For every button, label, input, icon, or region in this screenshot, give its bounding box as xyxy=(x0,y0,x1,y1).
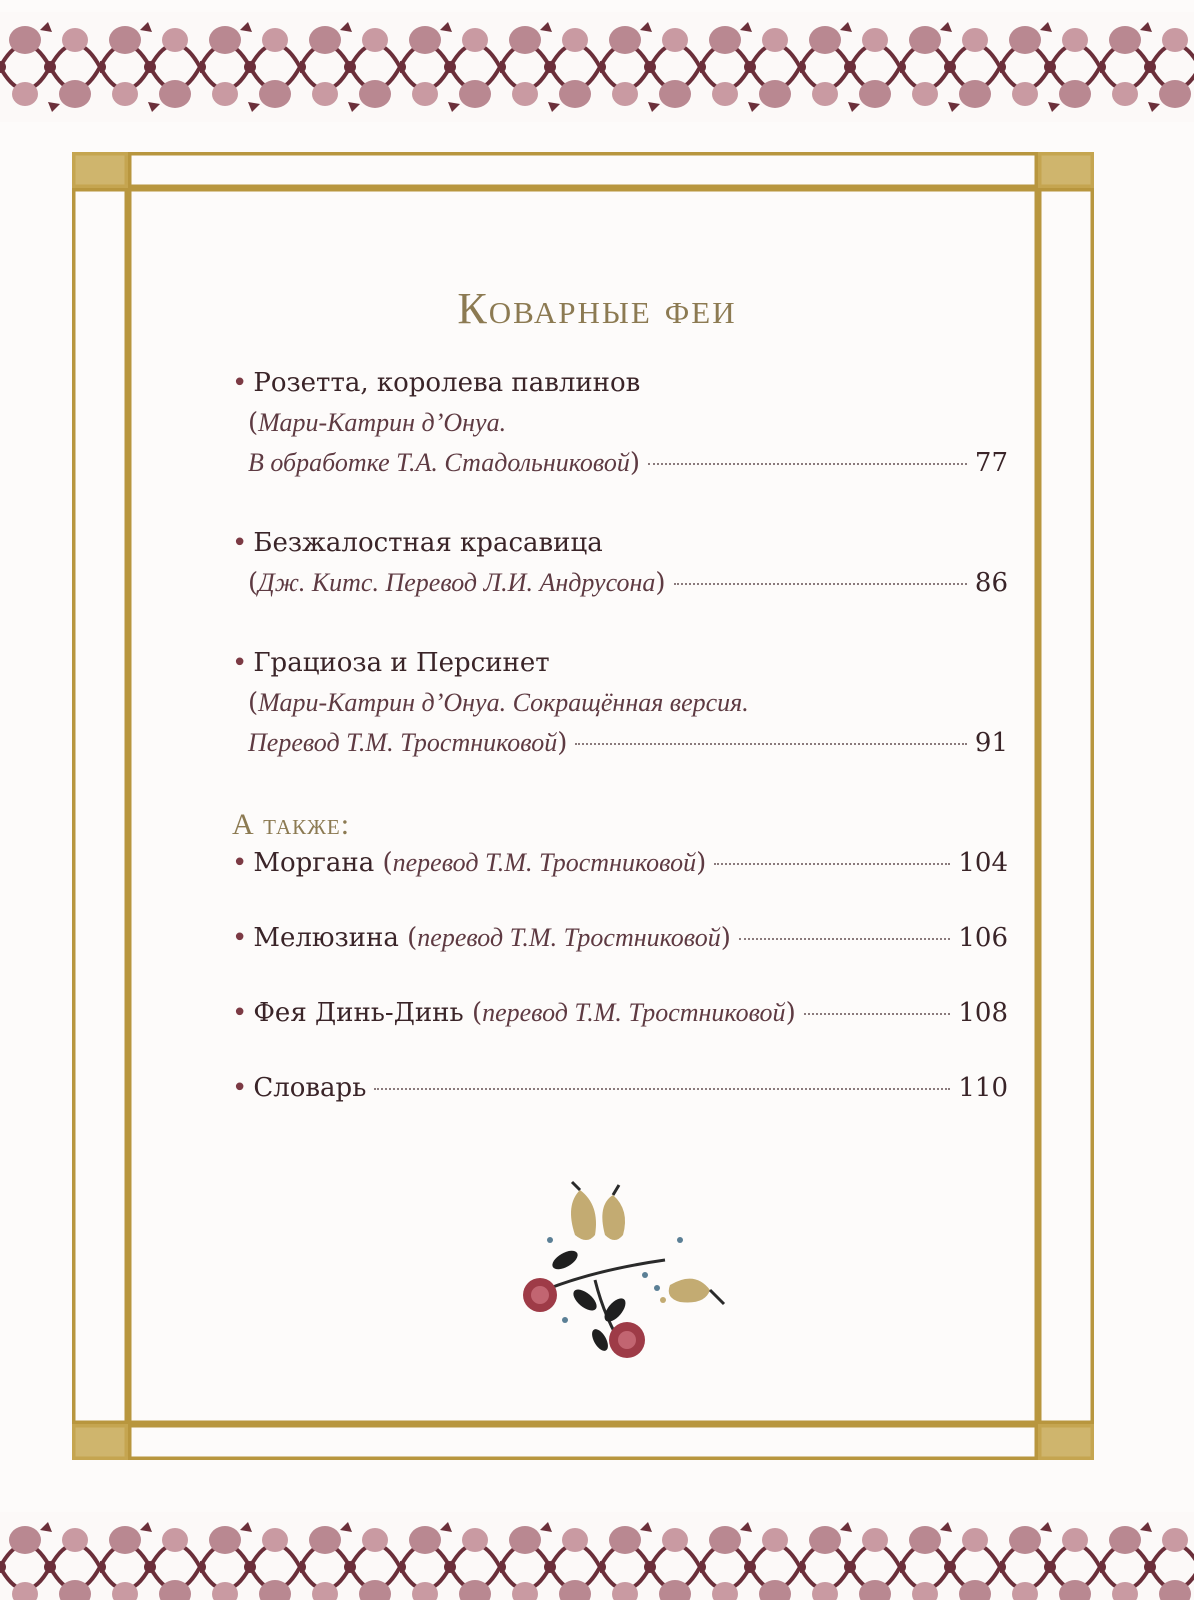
leader-dots xyxy=(648,463,967,465)
entry-credit: Перевод Т.М. Тростниковой xyxy=(248,728,558,757)
page-number: 110 xyxy=(958,1073,1008,1103)
page-number: 91 xyxy=(974,728,1008,758)
entry-title-line xyxy=(232,523,1008,563)
entry-line: • Фея Динь-Динь (перевод Т.М. Тростниковой) 108 xyxy=(232,993,1008,1033)
page-number: 104 xyxy=(958,848,1008,878)
leader-dots xyxy=(575,743,967,745)
leader-dots xyxy=(714,863,950,865)
bullet: • xyxy=(232,923,248,953)
entry-title: Фея Динь-Динь xyxy=(253,998,464,1028)
entry-title: Моргана xyxy=(253,848,375,878)
entry-credit: Мари-Катрин д’Онуа. Сокращённая версия. xyxy=(258,688,749,717)
page-number: 106 xyxy=(958,923,1008,953)
page-number: 86 xyxy=(974,568,1008,598)
entry-title-line xyxy=(232,643,1008,683)
bullet: • xyxy=(232,528,248,558)
entry-credit-line: (Дж. Китс. Перевод Л.И. Андрусона) 86 xyxy=(232,563,1008,603)
bullet: • xyxy=(232,648,248,678)
toc-entry xyxy=(232,993,1008,1033)
toc-entry xyxy=(232,1068,1008,1108)
leader-dots xyxy=(674,583,967,585)
entry-line: • Моргана (перевод Т.М. Тростниковой) 104 xyxy=(232,843,1008,883)
entry-credit: В обработке Т.А. Стадольниковой xyxy=(248,448,630,477)
leader-dots xyxy=(374,1088,950,1090)
toc-entry xyxy=(232,843,1008,883)
page-number: 77 xyxy=(974,448,1008,478)
toc-entry xyxy=(232,918,1008,958)
pear-and-rose-ornament-icon xyxy=(505,1180,745,1384)
top-floral-band xyxy=(0,12,1194,122)
entry-title: Мелюзина xyxy=(253,923,399,953)
entry-credit: перевод Т.М. Тростниковой xyxy=(482,998,786,1027)
bullet: • xyxy=(232,1073,248,1103)
leader-dots xyxy=(804,1013,951,1015)
bullet: • xyxy=(232,848,248,878)
entry-credit-line: (Мари-Катрин д’Онуа. Сокращённая версия. xyxy=(248,688,749,718)
entry-title: Безжалостная красавица xyxy=(253,528,603,558)
entry-title: Розетта, королева павлинов xyxy=(253,368,641,398)
floral-band-ornament-icon xyxy=(0,1512,1194,1600)
also-heading: А также: xyxy=(232,808,351,841)
entry-line xyxy=(232,1068,1008,1108)
entry-credit: Дж. Китс. Перевод Л.И. Андрусона xyxy=(258,568,656,597)
toc-entry xyxy=(232,523,1008,603)
toc-entry xyxy=(232,643,1008,763)
entry-line: • Мелюзина (перевод Т.М. Тростниковой) 106 xyxy=(232,918,1008,958)
floral-band-ornament-icon xyxy=(0,12,1194,122)
bullet: • xyxy=(232,368,248,398)
bottom-floral-band xyxy=(0,1512,1194,1600)
entry-title: Грациоза и Персинет xyxy=(253,648,550,678)
section-title: Коварные феи xyxy=(457,284,737,333)
entry-credit: Мари-Катрин д’Онуа. xyxy=(258,408,507,437)
entry-title: Словарь xyxy=(253,1073,367,1103)
toc-entry xyxy=(232,363,1008,483)
leader-dots xyxy=(739,938,950,940)
entry-credit: перевод Т.М. Тростниковой xyxy=(392,848,697,877)
entry-credit-line: Перевод Т.М. Тростниковой) 91 xyxy=(232,723,1008,763)
page-number: 108 xyxy=(958,998,1008,1028)
entry-credit-line: В обработке Т.А. Стадольниковой) 77 xyxy=(232,443,1008,483)
bullet: • xyxy=(232,998,248,1028)
entry-title-line xyxy=(232,363,1008,403)
entry-credit-line: (Мари-Катрин д’Онуа. xyxy=(248,408,507,438)
entry-credit: перевод Т.М. Тростниковой xyxy=(417,923,721,952)
